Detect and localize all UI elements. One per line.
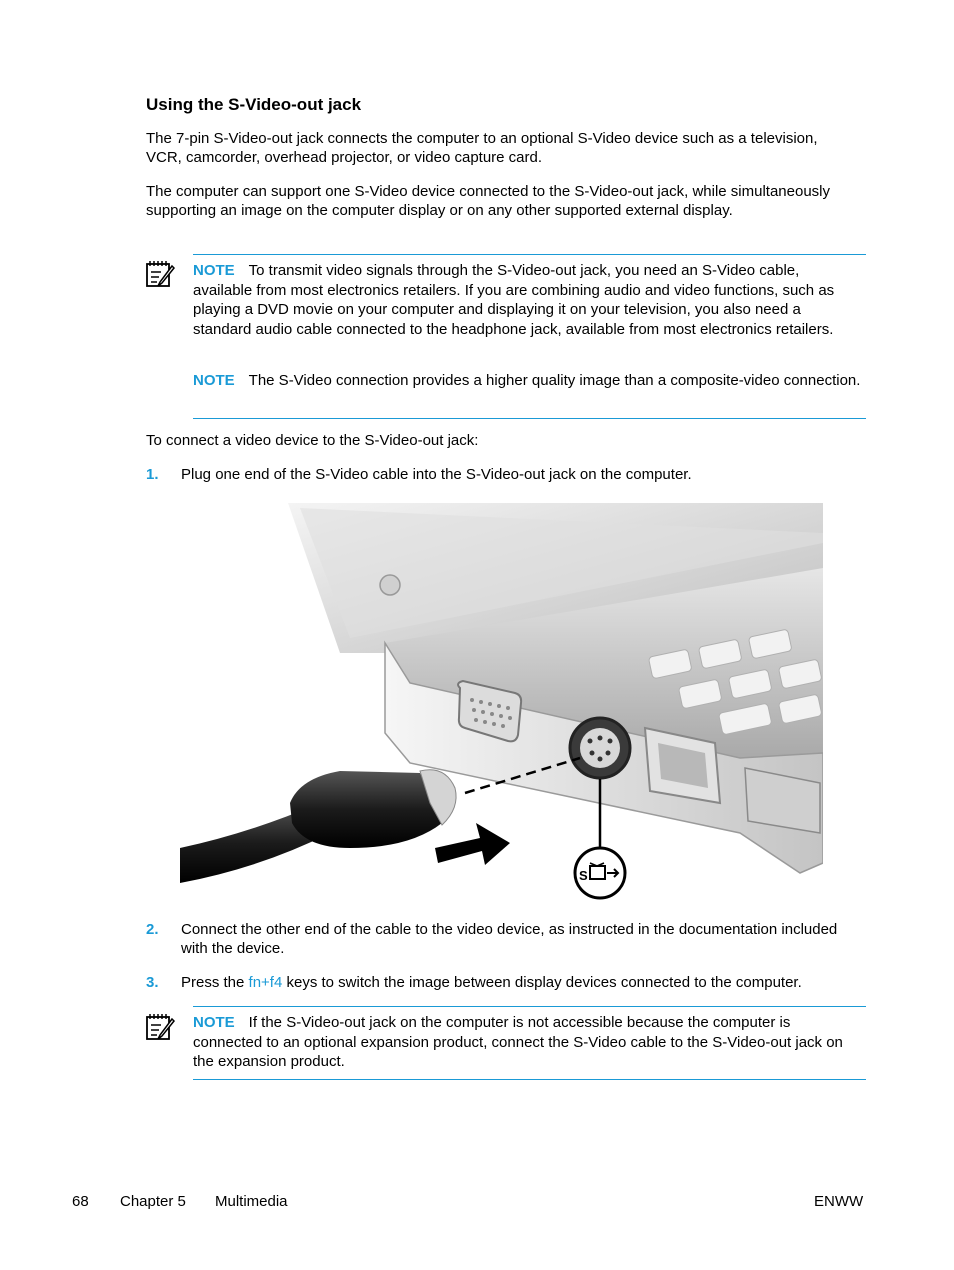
laptop-svideo-illustration <box>180 503 823 900</box>
note-box-1 <box>193 254 866 419</box>
step-text <box>181 973 861 992</box>
footer-section: Multimedia <box>215 1193 288 1210</box>
note-label: NOTE <box>193 372 235 389</box>
note-text: The S-Video connection provides a higher quality image than a composite-video connection. <box>248 372 861 389</box>
step-number: 2. <box>146 921 159 938</box>
note-box-2 <box>193 1006 866 1080</box>
note-text: If the S-Video-out jack on the computer is not accessible because the computer is connected to an optional expansion product, connect the S-Video cable to the S-Video-out jack on the expansion product. <box>193 1014 843 1070</box>
note-label: NOTE <box>193 1014 235 1031</box>
footer-chapter: Chapter 5 <box>120 1193 186 1210</box>
step-number: 3. <box>146 974 159 991</box>
note-paragraph-1 <box>193 261 861 339</box>
steps-intro: To connect a video device to the S-Video-out jack: <box>146 432 479 449</box>
footer-code: ENWW <box>814 1193 864 1210</box>
svg-text:S: S <box>579 868 588 883</box>
note-paragraph-2 <box>193 371 861 391</box>
step-text: Connect the other end of the cable to the video device, as instructed in the documentation included with the device. <box>181 921 838 957</box>
step-number: 1. <box>146 466 159 483</box>
section-heading: Using the S-Video-out jack <box>146 95 362 114</box>
footer-page-number: 68 <box>72 1193 89 1210</box>
fn-f4-link[interactable]: fn+f4 <box>248 974 283 991</box>
step-text-part: Press the <box>181 974 249 991</box>
note-pad-icon <box>145 258 175 288</box>
paragraph-support: The computer can support one S-Video device connected to the S-Video-out jack, while simultaneously supporting an image on the computer display or on any other supported external display. <box>146 183 831 219</box>
note-pad-icon <box>145 1011 175 1041</box>
step-text: Plug one end of the S-Video cable into the S-Video-out jack on the computer. <box>181 466 692 483</box>
note-paragraph-3 <box>193 1013 853 1072</box>
note-text: To transmit video signals through the S-Video-out jack, you need an S-Video cable, available from most electronics retailers. If you are combining audio and video functions, such as playing a DVD movie on your computer and displaying it on your television, you also need a standard audio cable connected to the headphone jack, available from most electronics retailers. <box>193 262 835 338</box>
paragraph-intro: The 7-pin S-Video-out jack connects the computer to an optional S-Video device such as a television, VCR, camcorder, overhead projector, or video capture card. <box>146 130 818 166</box>
step-text-part: keys to switch the image between display devices connected to the computer. <box>282 974 802 991</box>
note-label: NOTE <box>193 262 235 279</box>
